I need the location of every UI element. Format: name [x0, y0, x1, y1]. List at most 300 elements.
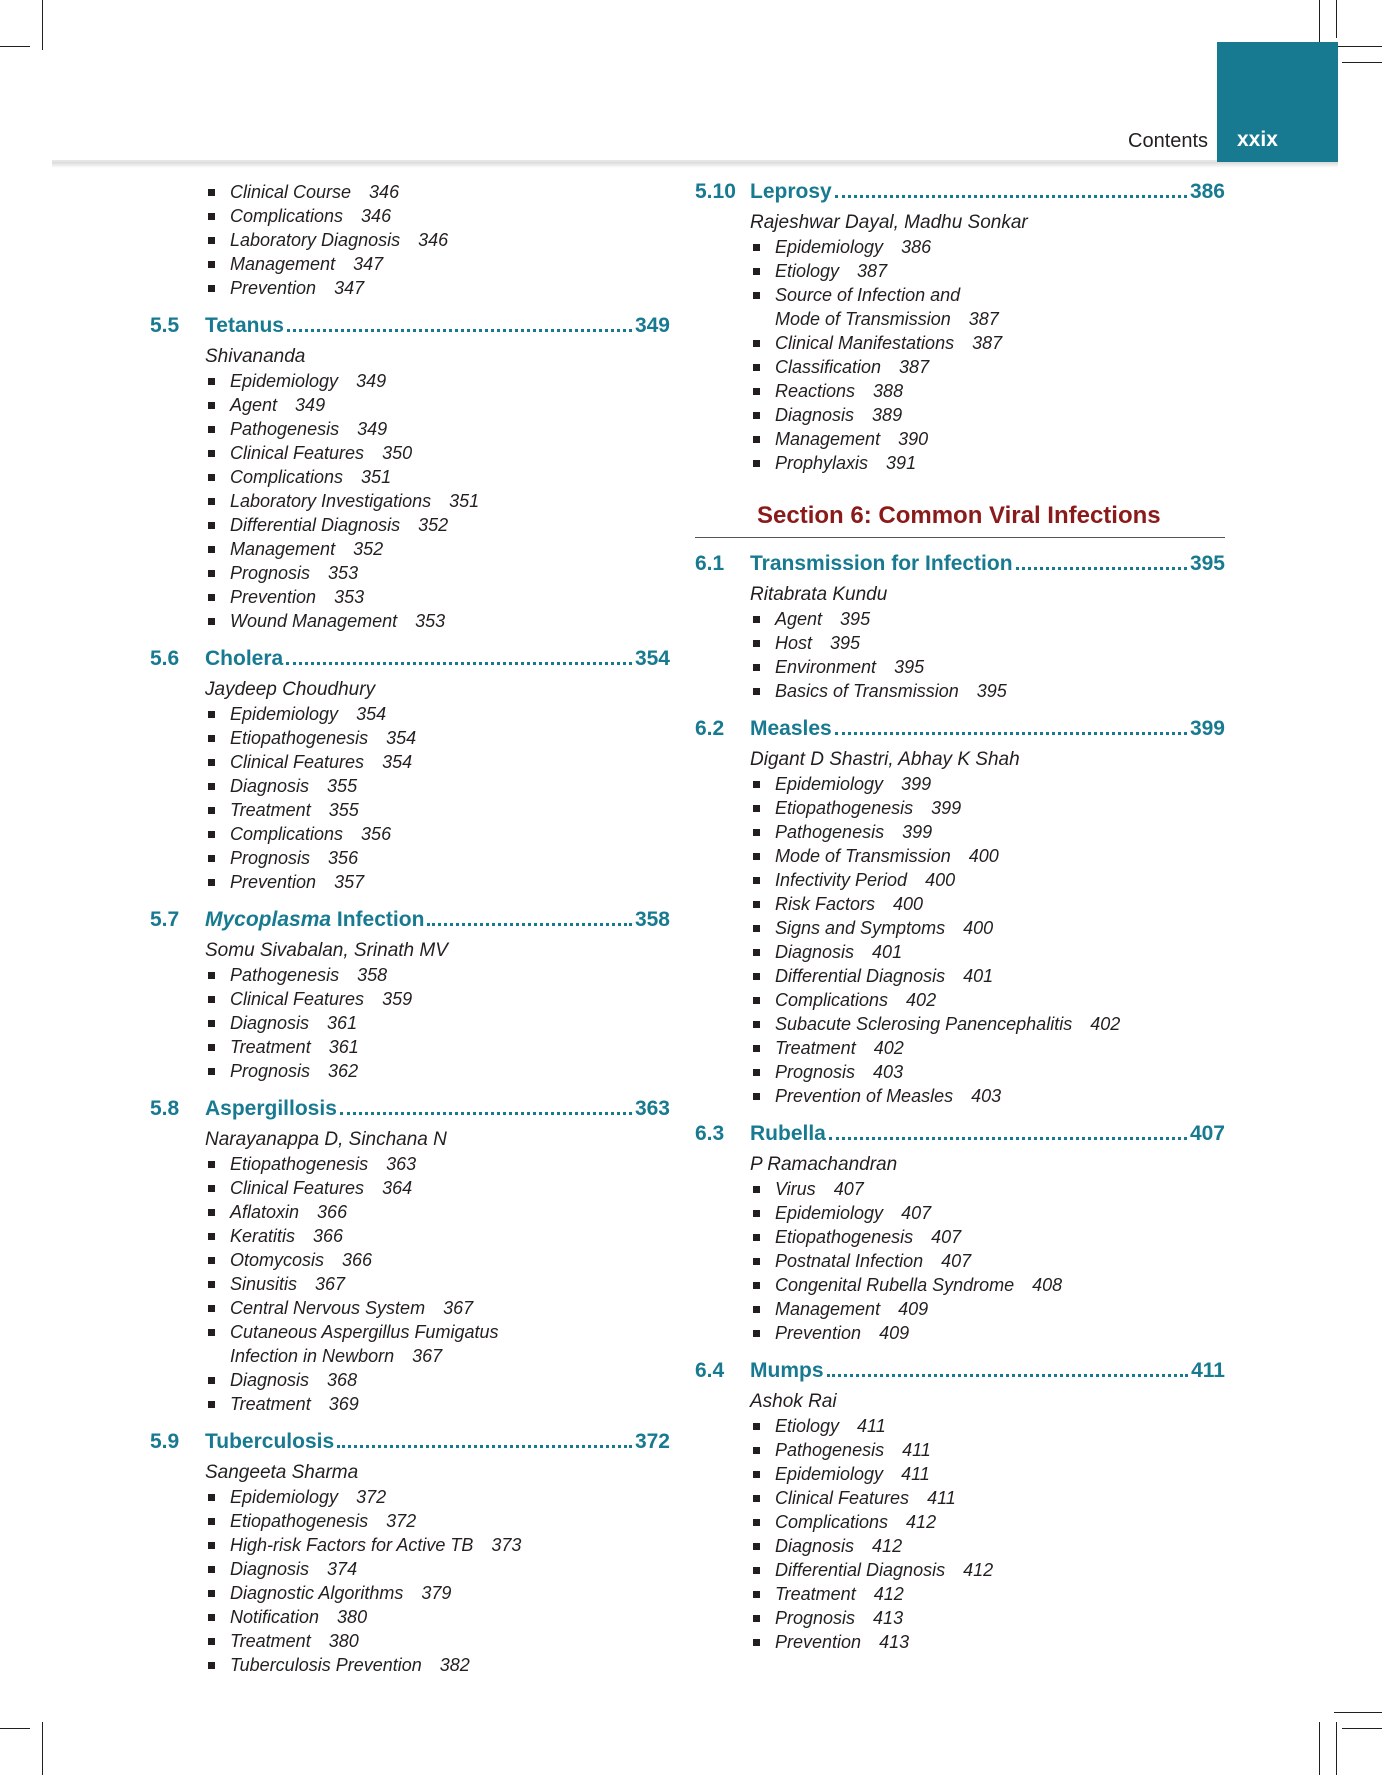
toc-item-label: Agent: [775, 609, 823, 629]
toc-item-page: 400: [893, 894, 924, 914]
toc-item[interactable]: [750, 679, 1225, 703]
toc-item[interactable]: [205, 1035, 670, 1059]
toc-item-page: 395: [840, 609, 871, 629]
toc-item[interactable]: [205, 441, 670, 465]
toc-item-label: Clinical Course: [230, 182, 352, 202]
toc-item[interactable]: [205, 609, 670, 633]
toc-item[interactable]: [205, 1509, 670, 1533]
toc-item-label: Clinical Features: [230, 752, 365, 772]
toc-item-label: Risk Factors: [775, 894, 876, 914]
toc-item-label: Epidemiology: [230, 704, 339, 724]
toc-item-page: 351: [361, 467, 392, 487]
spacer: [695, 1108, 1225, 1122]
toc-item[interactable]: [750, 403, 1225, 427]
chapter-page: 399: [1189, 717, 1225, 740]
toc-item[interactable]: [205, 774, 670, 798]
chapter-title: [750, 1122, 826, 1146]
toc-item[interactable]: [205, 489, 670, 513]
toc-item-page: 352: [353, 539, 384, 559]
toc-item-label: Pathogenesis: [775, 822, 885, 842]
toc-item[interactable]: [750, 331, 1225, 355]
toc-item-label: Management: [775, 1299, 881, 1319]
chapter-subtopics: [750, 772, 1225, 1108]
chapter-page: 411: [1191, 1359, 1225, 1382]
crop-mark: [1334, 46, 1382, 47]
toc-item-label: Mode of Transmission: [775, 309, 951, 329]
toc-item[interactable]: [205, 1224, 670, 1248]
toc-item-page: 400: [925, 870, 956, 890]
toc-item-page: 366: [317, 1202, 348, 1222]
toc-item-page: 399: [931, 798, 962, 818]
toc-item[interactable]: [205, 1629, 670, 1653]
spacer: [150, 894, 670, 908]
toc-item[interactable]: [205, 465, 670, 489]
chapter-entry: [150, 1416, 670, 1677]
toc-item-page: 372: [356, 1487, 387, 1507]
toc-item-label: Otomycosis: [230, 1250, 325, 1270]
toc-item-page: 366: [342, 1250, 373, 1270]
chapter-heading[interactable]: [150, 1430, 670, 1460]
toc-item[interactable]: [750, 1582, 1225, 1606]
toc-item-page: 355: [327, 776, 358, 796]
chapter-title-text: Measles: [750, 717, 832, 740]
chapter-authors: Shivananda: [205, 346, 306, 367]
toc-item[interactable]: [750, 307, 1225, 331]
toc-item-label: Aflatoxin: [230, 1202, 300, 1222]
chapter-number: 5.9: [150, 1430, 180, 1453]
chapter-heading[interactable]: [150, 1097, 670, 1127]
toc-item-label: Host: [775, 633, 813, 653]
chapter-entry: [695, 1345, 1225, 1654]
toc-item[interactable]: [205, 846, 670, 870]
chapter-heading[interactable]: [695, 1359, 1225, 1389]
chapter-authors: Rajeshwar Dayal, Madhu Sonkar: [750, 212, 1028, 233]
toc-item-label: Etiopathogenesis: [230, 1154, 369, 1174]
toc-item[interactable]: [750, 1177, 1225, 1201]
toc-item-page: 361: [327, 1013, 358, 1033]
toc-item-page: 353: [328, 563, 359, 583]
chapter-page: 407: [1189, 1122, 1225, 1145]
toc-item-label: Epidemiology: [775, 1203, 884, 1223]
toc-item[interactable]: [205, 1248, 670, 1272]
chapter-title: [205, 647, 283, 671]
toc-item[interactable]: [205, 537, 670, 561]
toc-item-label: Central Nervous System: [230, 1298, 426, 1318]
chapter-subtopics: [205, 702, 670, 894]
toc-item-page: 407: [931, 1227, 962, 1247]
toc-item-page: 403: [971, 1086, 1002, 1106]
toc-item-label: Tuberculosis Prevention: [230, 1655, 422, 1675]
toc-item-label: Differential Diagnosis: [775, 966, 946, 986]
toc-item[interactable]: [750, 1510, 1225, 1534]
toc-item[interactable]: [750, 1201, 1225, 1225]
dot-leader: [287, 315, 632, 332]
toc-item-page: 413: [879, 1632, 910, 1652]
toc-item-label: Complications: [230, 467, 344, 487]
toc-item[interactable]: [750, 1225, 1225, 1249]
toc-item[interactable]: [750, 844, 1225, 868]
toc-item-page: 389: [872, 405, 903, 425]
crop-mark: [1336, 1722, 1337, 1775]
spacer: [150, 1083, 670, 1097]
toc-item[interactable]: [205, 1392, 670, 1416]
toc-item-page: 347: [334, 278, 365, 298]
chapter-subtopics: [205, 1152, 670, 1416]
dot-leader: [827, 1360, 1189, 1377]
dot-leader: [829, 1123, 1187, 1140]
crop-mark: [1342, 1728, 1382, 1729]
toc-item[interactable]: [750, 1060, 1225, 1084]
chapter-subtopics: [205, 369, 670, 633]
toc-item[interactable]: [750, 1558, 1225, 1582]
toc-item-page: 361: [328, 1037, 359, 1057]
toc-item[interactable]: [750, 916, 1225, 940]
toc-item[interactable]: [750, 1273, 1225, 1297]
toc-item[interactable]: [205, 393, 670, 417]
toc-item-page: 408: [1032, 1275, 1063, 1295]
toc-item-page: 352: [418, 515, 449, 535]
toc-item-label: Differential Diagnosis: [775, 1560, 946, 1580]
toc-item-page: 354: [386, 728, 417, 748]
toc-item-page: 407: [833, 1179, 864, 1199]
chapter-title: [205, 314, 284, 338]
toc-item[interactable]: [750, 1084, 1225, 1108]
toc-item-label: Prevention: [775, 1323, 862, 1343]
toc-item-page: 401: [963, 966, 994, 986]
toc-item-label: Etiology: [775, 1416, 840, 1436]
toc-item-page: 353: [334, 587, 365, 607]
toc-item[interactable]: [205, 513, 670, 537]
toc-item[interactable]: [205, 417, 670, 441]
toc-item-page: 380: [337, 1607, 368, 1627]
chapter-number: 6.4: [695, 1359, 725, 1382]
chapter-page: 386: [1189, 180, 1225, 203]
toc-item[interactable]: [750, 1321, 1225, 1345]
toc-item[interactable]: [205, 252, 670, 276]
chapter-title-italic: Mycoplasma: [205, 908, 332, 931]
toc-item[interactable]: [750, 355, 1225, 379]
toc-item-page: 399: [901, 774, 932, 794]
toc-item[interactable]: [750, 1297, 1225, 1321]
toc-item[interactable]: [205, 1296, 670, 1320]
toc-item-page: 411: [857, 1416, 886, 1436]
toc-item[interactable]: [750, 796, 1225, 820]
toc-item[interactable]: [750, 1534, 1225, 1558]
toc-item[interactable]: [750, 451, 1225, 475]
toc-item[interactable]: [205, 750, 670, 774]
toc-item-label: Basics of Transmission: [775, 681, 959, 701]
toc-item[interactable]: [750, 892, 1225, 916]
section-title: Section 6: Common Viral Infections: [757, 502, 1161, 529]
toc-item-label: Prevention: [230, 587, 317, 607]
chapter-subtopics: [750, 235, 1225, 475]
chapter-title: [205, 1430, 334, 1454]
toc-item[interactable]: [750, 1438, 1225, 1462]
toc-item[interactable]: [750, 235, 1225, 259]
toc-item-page: 373: [491, 1535, 522, 1555]
toc-item-page: 407: [901, 1203, 932, 1223]
toc-item[interactable]: [750, 1486, 1225, 1510]
toc-item[interactable]: [750, 964, 1225, 988]
toc-item[interactable]: [205, 1485, 670, 1509]
chapter-title-text: Rubella: [750, 1122, 826, 1145]
toc-item-label: Prognosis: [230, 1061, 311, 1081]
chapter-subtopics: [205, 963, 670, 1083]
chapter-heading[interactable]: [695, 180, 1225, 210]
toc-item[interactable]: [205, 987, 670, 1011]
toc-item[interactable]: [205, 180, 670, 204]
toc-item[interactable]: [205, 561, 670, 585]
toc-item-label: Prognosis: [775, 1608, 856, 1628]
chapter-entry: [150, 1083, 670, 1416]
toc-item[interactable]: [750, 1414, 1225, 1438]
toc-item[interactable]: [205, 204, 670, 228]
chapter-number: 5.10: [695, 180, 736, 203]
chapter-heading[interactable]: [150, 647, 670, 677]
toc-item[interactable]: [205, 1581, 670, 1605]
toc-item[interactable]: [205, 1011, 670, 1035]
toc-item[interactable]: [750, 772, 1225, 796]
toc-item[interactable]: [205, 1200, 670, 1224]
header-shadow: [52, 162, 1338, 168]
toc-item-page: 350: [382, 443, 413, 463]
toc-item-page: 362: [328, 1061, 359, 1081]
toc-item-label: Prevention: [230, 872, 317, 892]
toc-item-page: 386: [901, 237, 932, 257]
toc-item[interactable]: [205, 870, 670, 894]
toc-item-label: Diagnosis: [775, 1536, 855, 1556]
toc-item-label: Sinusitis: [230, 1274, 298, 1294]
toc-item-label: Treatment: [230, 800, 311, 820]
toc-item-page: 387: [972, 333, 1003, 353]
chapter-authors: Narayanappa D, Sinchana N: [205, 1129, 447, 1150]
toc-item-label: Postnatal Infection: [775, 1251, 924, 1271]
toc-item[interactable]: [750, 940, 1225, 964]
toc-item[interactable]: [205, 1653, 670, 1677]
toc-item[interactable]: [750, 283, 1225, 307]
toc-item[interactable]: [205, 1320, 670, 1344]
toc-item-page: 411: [901, 1464, 930, 1484]
chapter-authors: Ashok Rai: [750, 1391, 837, 1412]
chapter-entry: [695, 552, 1225, 703]
toc-item-page: 412: [873, 1584, 904, 1604]
chapter-entry: [695, 180, 1225, 475]
toc-item-page: 353: [415, 611, 446, 631]
toc-item-label: Infection in Newborn: [230, 1346, 395, 1366]
toc-item-page: 367: [443, 1298, 474, 1318]
toc-item[interactable]: [750, 655, 1225, 679]
toc-item[interactable]: [205, 1176, 670, 1200]
chapter-entry: [150, 894, 670, 1083]
toc-item[interactable]: [205, 726, 670, 750]
chapter-authors: Jaydeep Choudhury: [205, 679, 376, 700]
toc-item-label: Classification: [775, 357, 882, 377]
toc-item-label: Clinical Features: [230, 443, 365, 463]
toc-item[interactable]: [750, 379, 1225, 403]
chapter-title: [750, 180, 832, 204]
toc-item-label: Complications: [775, 990, 889, 1010]
chapter-entry: [695, 703, 1225, 1108]
toc-item[interactable]: [750, 1012, 1225, 1036]
toc-item-page: 399: [902, 822, 933, 842]
chapter-page: 372: [634, 1430, 670, 1453]
toc-item-label: Management: [230, 539, 336, 559]
spacer: [695, 1345, 1225, 1359]
toc-item-label: Complications: [230, 824, 344, 844]
toc-item-page: 401: [872, 942, 903, 962]
toc-item[interactable]: [750, 427, 1225, 451]
toc-item-page: 390: [898, 429, 929, 449]
toc-item-label: Clinical Features: [230, 989, 365, 1009]
toc-item[interactable]: [205, 1557, 670, 1581]
toc-item-label: Prognosis: [775, 1062, 856, 1082]
chapter-heading[interactable]: [695, 1122, 1225, 1152]
toc-item-label: Wound Management: [230, 611, 398, 631]
toc-item-page: 402: [873, 1038, 904, 1058]
chapter-subtopics: [205, 1485, 670, 1677]
toc-item[interactable]: [205, 963, 670, 987]
toc-item-page: 346: [418, 230, 449, 250]
toc-item[interactable]: [750, 631, 1225, 655]
toc-item[interactable]: [750, 1036, 1225, 1060]
toc-item-page: 356: [328, 848, 359, 868]
toc-item-page: 372: [386, 1511, 417, 1531]
toc-item-page: 409: [879, 1323, 910, 1343]
toc-item-label: Diagnosis: [230, 1013, 310, 1033]
toc-item[interactable]: [750, 868, 1225, 892]
running-head: Contents: [1128, 130, 1209, 152]
chapter-page: 354: [634, 647, 670, 670]
toc-item[interactable]: [205, 369, 670, 393]
toc-item-label: High-risk Factors for Active TB: [230, 1535, 474, 1555]
toc-item[interactable]: [750, 988, 1225, 1012]
toc-item-label: Differential Diagnosis: [230, 515, 401, 535]
toc-item-page: 387: [899, 357, 930, 377]
toc-item-page: 395: [830, 633, 861, 653]
toc-item[interactable]: [750, 820, 1225, 844]
toc-item-page: 409: [898, 1299, 929, 1319]
toc-item-page: 400: [968, 846, 999, 866]
chapter-heading[interactable]: [695, 717, 1225, 747]
toc-item[interactable]: [750, 259, 1225, 283]
dot-leader: [835, 181, 1187, 198]
toc-item-label: Prevention: [230, 278, 317, 298]
crop-mark: [1319, 1722, 1320, 1775]
toc-item-label: Management: [775, 429, 881, 449]
toc-item-label: Virus: [775, 1179, 816, 1199]
toc-item-label: Complications: [775, 1512, 889, 1532]
chapter-heading[interactable]: [150, 314, 670, 344]
toc-item[interactable]: [205, 798, 670, 822]
toc-item[interactable]: [750, 1462, 1225, 1486]
toc-item-page: 367: [412, 1346, 443, 1366]
toc-item[interactable]: [205, 1152, 670, 1176]
toc-item-page: 356: [361, 824, 392, 844]
chapter-page: 349: [634, 314, 670, 337]
toc-item-label: Diagnosis: [230, 776, 310, 796]
toc-item-page: 358: [357, 965, 388, 985]
toc-item-page: 367: [315, 1274, 346, 1294]
chapter-authors: Digant D Shastri, Abhay K Shah: [750, 749, 1020, 770]
page-number: xxix: [1237, 128, 1278, 151]
chapter-entry: [695, 1108, 1225, 1345]
toc-item[interactable]: [205, 1272, 670, 1296]
toc-item-label: Etiology: [775, 261, 840, 281]
chapter-entry: [150, 633, 670, 894]
toc-item-label: Clinical Manifestations: [775, 333, 955, 353]
toc-item-label: Etiopathogenesis: [775, 1227, 914, 1247]
right-chapters-after: [695, 552, 1225, 1654]
left-chapters: [150, 300, 670, 1677]
chapter-title-text: Leprosy: [750, 180, 832, 203]
chapter-subtopics: [750, 1177, 1225, 1345]
dot-leader: [427, 909, 632, 926]
toc-item[interactable]: [205, 1344, 670, 1368]
toc-item[interactable]: [750, 607, 1225, 631]
toc-item[interactable]: [205, 702, 670, 726]
toc-item-label: Etiopathogenesis: [230, 728, 369, 748]
toc-item-label: Infectivity Period: [775, 870, 908, 890]
toc-item[interactable]: [205, 1368, 670, 1392]
chapter-page: 363: [634, 1097, 670, 1120]
chapter-heading[interactable]: [150, 908, 670, 938]
toc-item-page: 354: [356, 704, 387, 724]
toc-item-label: Signs and Symptoms: [775, 918, 946, 938]
chapter-title: [750, 552, 1013, 576]
toc-item-label: Clinical Features: [230, 1178, 365, 1198]
chapter-page: 395: [1189, 552, 1225, 575]
toc-item-label: Diagnosis: [230, 1559, 310, 1579]
toc-item-page: 349: [295, 395, 326, 415]
chapter-entry: [150, 300, 670, 633]
toc-item-label: Prognosis: [230, 848, 311, 868]
chapter-title: [750, 717, 832, 741]
chapter-subtopics: [750, 607, 1225, 703]
dot-leader: [1016, 553, 1187, 570]
toc-item[interactable]: [750, 1249, 1225, 1273]
toc-item[interactable]: [205, 276, 670, 300]
spacer: [150, 300, 670, 314]
chapter-heading[interactable]: [695, 552, 1225, 582]
dot-leader: [286, 648, 632, 665]
chapter-title-text: Transmission for Infection: [750, 552, 1013, 575]
toc-item-page: 363: [386, 1154, 417, 1174]
toc-item-page: 349: [357, 419, 388, 439]
toc-item-page: 395: [894, 657, 925, 677]
toc-item[interactable]: [205, 1059, 670, 1083]
chapter-subtopics: [750, 1414, 1225, 1654]
toc-item-page: 411: [902, 1440, 931, 1460]
toc-item-label: Diagnostic Algorithms: [230, 1583, 404, 1603]
toc-item[interactable]: [750, 1606, 1225, 1630]
toc-item-page: 354: [382, 752, 413, 772]
toc-item-page: 369: [328, 1394, 359, 1414]
toc-item[interactable]: [205, 1533, 670, 1557]
toc-item[interactable]: [205, 1605, 670, 1629]
chapter-title-text: Tuberculosis: [205, 1430, 335, 1453]
toc-item[interactable]: [205, 822, 670, 846]
chapter-number: 6.3: [695, 1122, 725, 1145]
toc-item-page: 351: [449, 491, 480, 511]
toc-item[interactable]: [205, 585, 670, 609]
toc-item[interactable]: [750, 1630, 1225, 1654]
toc-item-label: Reactions: [775, 381, 856, 401]
toc-item[interactable]: [205, 228, 670, 252]
crop-mark: [1336, 0, 1337, 38]
toc-item-page: 374: [327, 1559, 358, 1579]
toc-item-page: 366: [313, 1226, 344, 1246]
chapter-title-text: Infection: [331, 908, 425, 931]
